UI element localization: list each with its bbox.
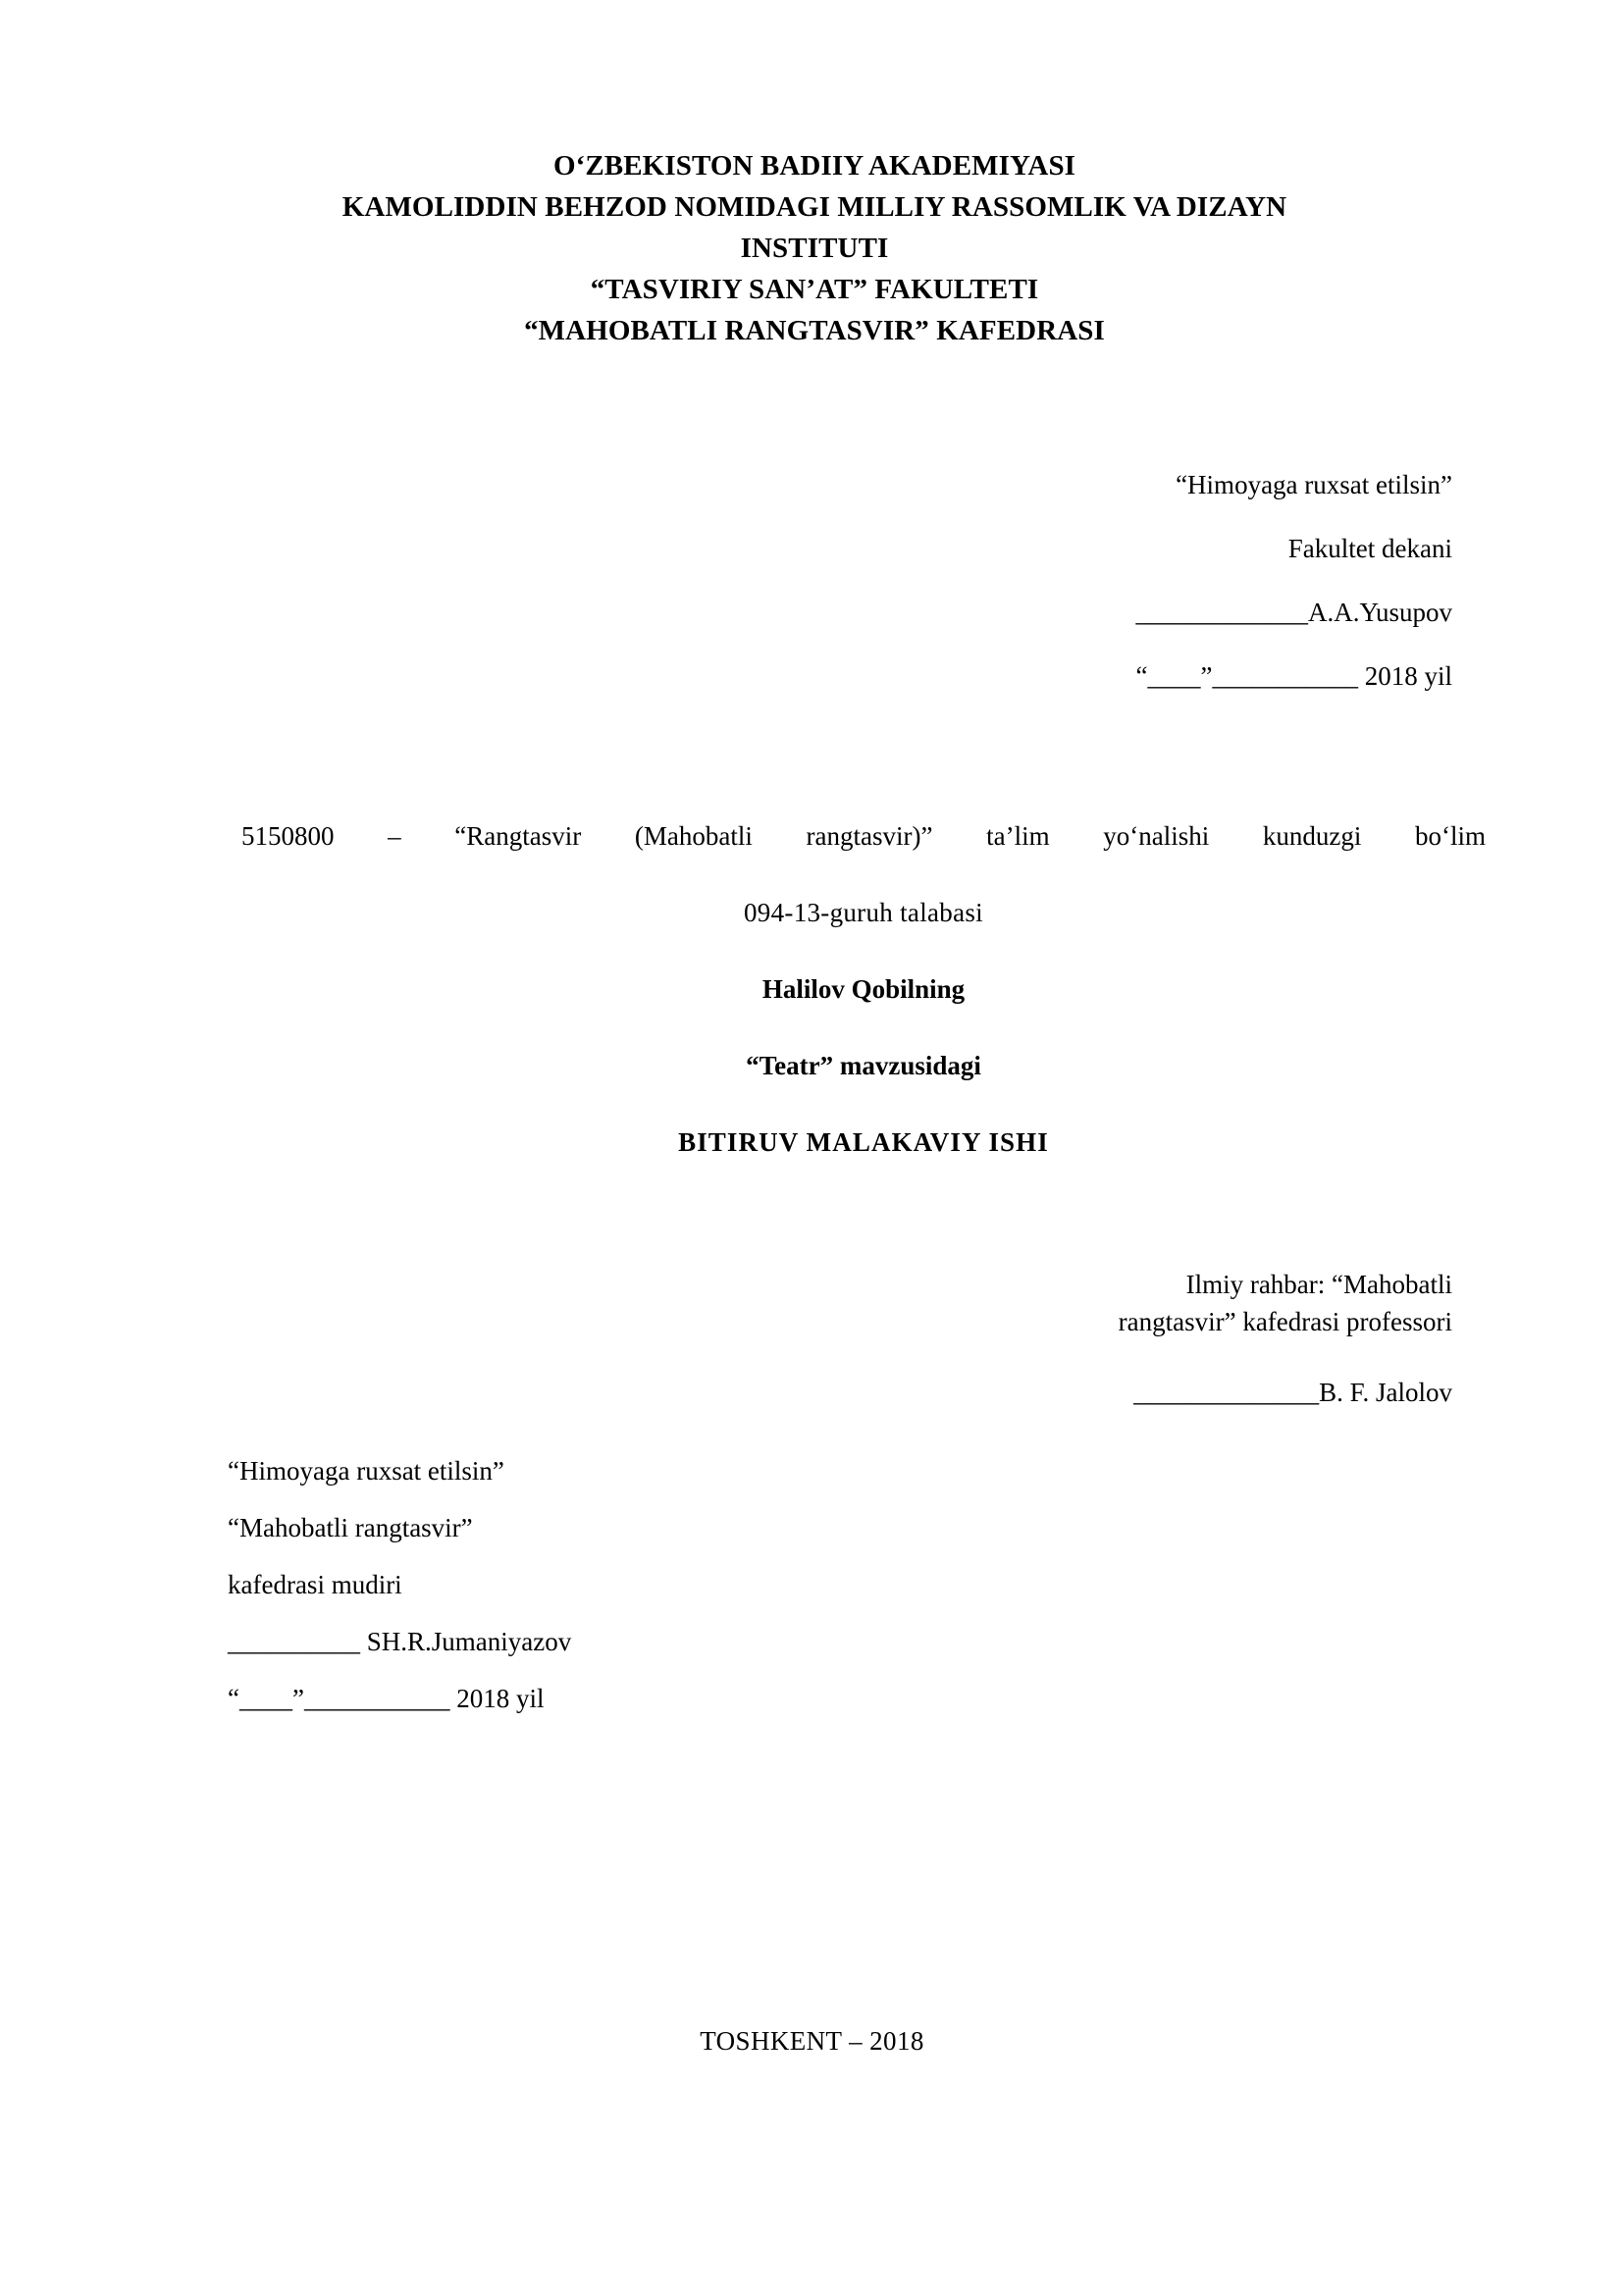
approval-dean-title: Fakultet dekani [1287, 534, 1452, 563]
supervisor-title-line1: Ilmiy rahbar: “Mahobatli [1185, 1270, 1452, 1299]
work-type: BITIRUV MALAKAVIY ISHI [678, 1127, 1049, 1157]
department-permission-text: “Himoyaga ruxsat etilsin” [228, 1456, 504, 1486]
thesis-theme: “Teatr” mavzusidagi [746, 1051, 981, 1080]
institution-header [177, 145, 1452, 351]
department-approval-block [228, 1442, 915, 1727]
approval-date-line: “____”___________ 2018 yil [1135, 661, 1452, 691]
header-line-institute-suffix: INSTITUTI [740, 233, 889, 264]
header-line-academy: O‘ZBEKISTON BADIIY AKADEMIYASI [552, 150, 1076, 182]
thesis-main-block [236, 814, 1492, 1164]
dean-approval-block [707, 453, 1452, 708]
header-line-department: “MAHOBATLI RANGTASVIR” KAFEDRASI [524, 315, 1105, 346]
department-head-title: kafedrasi mudiri [228, 1570, 402, 1599]
header-line-faculty: “TASVIRIY SAN’AT” FAKULTETI [590, 274, 1039, 305]
student-name: Halilov Qobilning [761, 974, 966, 1004]
header-line-institute-name: KAMOLIDDIN BEHZOD NOMIDAGI MILLIY RASSOMLIK VA DIZAYN [341, 191, 1287, 223]
approval-permission-text: “Himoyaga ruxsat etilsin” [1176, 470, 1452, 499]
city-year-footer: TOSHKENT – 2018 [700, 2026, 924, 2056]
approval-dean-signature: _____________A.A.Yusupov [1135, 598, 1452, 627]
supervisor-title-line2: rangtasvir” kafedrasi professori [1118, 1307, 1452, 1336]
supervisor-block [765, 1266, 1452, 1411]
department-date-line: “____”___________ 2018 yil [228, 1684, 545, 1713]
department-name: “Mahobatli rangtasvir” [228, 1513, 473, 1542]
supervisor-signature: ______________B. F. Jalolov [1133, 1378, 1452, 1407]
group-line: 094-13-guruh talabasi [744, 898, 983, 927]
department-head-signature: __________ SH.R.Jumaniyazov [228, 1627, 572, 1656]
specialty-line: 5150800 – “Rangtasvir (Mahobatli rangtasvir)” ta’lim yo‘nalishi kunduzgi bo‘lim [241, 821, 1486, 851]
